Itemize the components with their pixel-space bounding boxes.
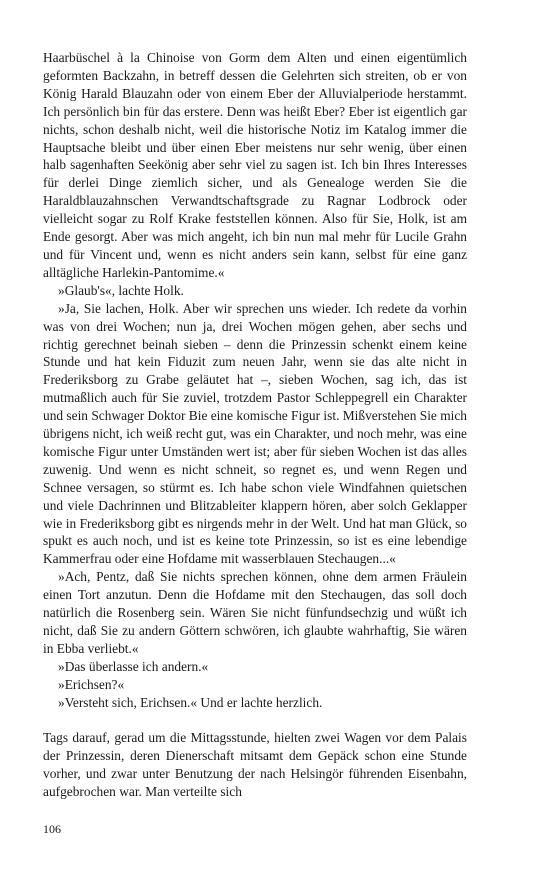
- paragraph: »Erichsen?«: [58, 676, 125, 692]
- paragraph: »Ach, Pentz, daß Sie nichts sprechen können, ohne dem armen Fräulein einen Tort anzutun. Denn die Hofdame mit den Stechaugen, das soll doch natürlich die Rosenberg sein. Wären Sie nicht fünfundsechzig und wüßt ich nicht, daß Sie zu andern Göttern schwören, ich glaubte wahrhaftig, Sie wären in Ebba verliebt.«: [43, 569, 467, 656]
- paragraph: Haarbüschel à la Chinoise von Gorm dem Alten und einen eigentümlich geformten Backzahn, in betreff dessen die Gelehrten sich streiten, ob er von König Harald Blauzahn oder von einem Eber der Alluvialperiode herstammt. Ich persönlich bin für das erstere. Denn was heißt Eber? Eber ist eigentlich gar nichts, schon deshalb nicht, weil die historische Notiz im Katalog immer die Hauptsache bleibt und über einen Eber meistens nur sehr wenig, über einen halb sagenhaften Seekönig aber sehr viel zu sagen ist. Ich bin Ihres Interesses für derlei Dinge ziemlich sicher, und als Genealoge werden Sie die Haraldblauzahnschen Verwandtschaftsgrade zu Ragnar Lodbrock oder vielleicht sogar zu Rolf Krake feststellen können. Also für Sie, Holk, ist am Ende gesorgt. Aber was mich angeht, ich bin nun mal mehr für Lucile Grahn und für Vincent und, wenn es nicht anders sein kann, selbst für eine ganz alltägliche Harlekin-Pantomime.«: [43, 50, 467, 280]
- paragraph: »Das überlasse ich andern.«: [58, 658, 209, 674]
- paragraph: »Glaub's«, lachte Holk.: [58, 282, 184, 298]
- paragraph: »Ja, Sie lachen, Holk. Aber wir sprechen uns wieder. Ich redete da vorhin was von drei Wochen; nun ja, drei Wochen mögen gehen, aber sechs und richtig gerechnet beinah sieben – denn die Prinzessin schenkt einem keine Stunde und hat kein Fiduzit zum neuen Jahr, wenn sie das alte nicht in Frederiksborg zu Grabe geläutet hat –, sieben Wochen, sag ich, das ist mutmaßlich auch für Sie zuviel, trotzdem Pastor Schleppegrell ein Charakter und sein Schwager Doktor Bie eine komische Figur ist. Mißverstehen Sie mich übrigens nicht, ich weiß recht gut, was ein Charakter, und noch mehr, was eine komische Figur unter Umständen wert ist; aber für sieben Wochen ist das alles zuwenig. Und wenn es nicht schneit, so regnet es, und wenn Regen und Schnee versagen, so stürmt es. Ich habe schon viele Windfahnen quietschen und viele Dachrinnen und Blitzableiter klappern hören, aber solch Geklapper wie in Frederiksborg gibt es nirgends mehr in der Welt. Und hat man Glück, so spukt es auch noch, und ist es keine tote Prinzessin, so ist es eine lebendige Kammerfrau oder eine Hofdame mit wasserblauen Stechaugen...«: [43, 300, 467, 567]
- paragraph: »Versteht sich, Erichsen.« Und er lachte herzlich.: [58, 694, 323, 710]
- body-text: [43, 49, 467, 801]
- page-number: 106: [43, 822, 61, 836]
- paragraph: Tags darauf, gerad um die Mittagsstunde, hielten zwei Wagen vor dem Palais der Prinzessin, deren Dienerschaft mitsamt dem Gepäck schon eine Stunde vorher, und zwar unter Benutzung der nach Helsingör führenden Eisenbahn, aufgebrochen war. Man verteilte sich: [43, 730, 467, 800]
